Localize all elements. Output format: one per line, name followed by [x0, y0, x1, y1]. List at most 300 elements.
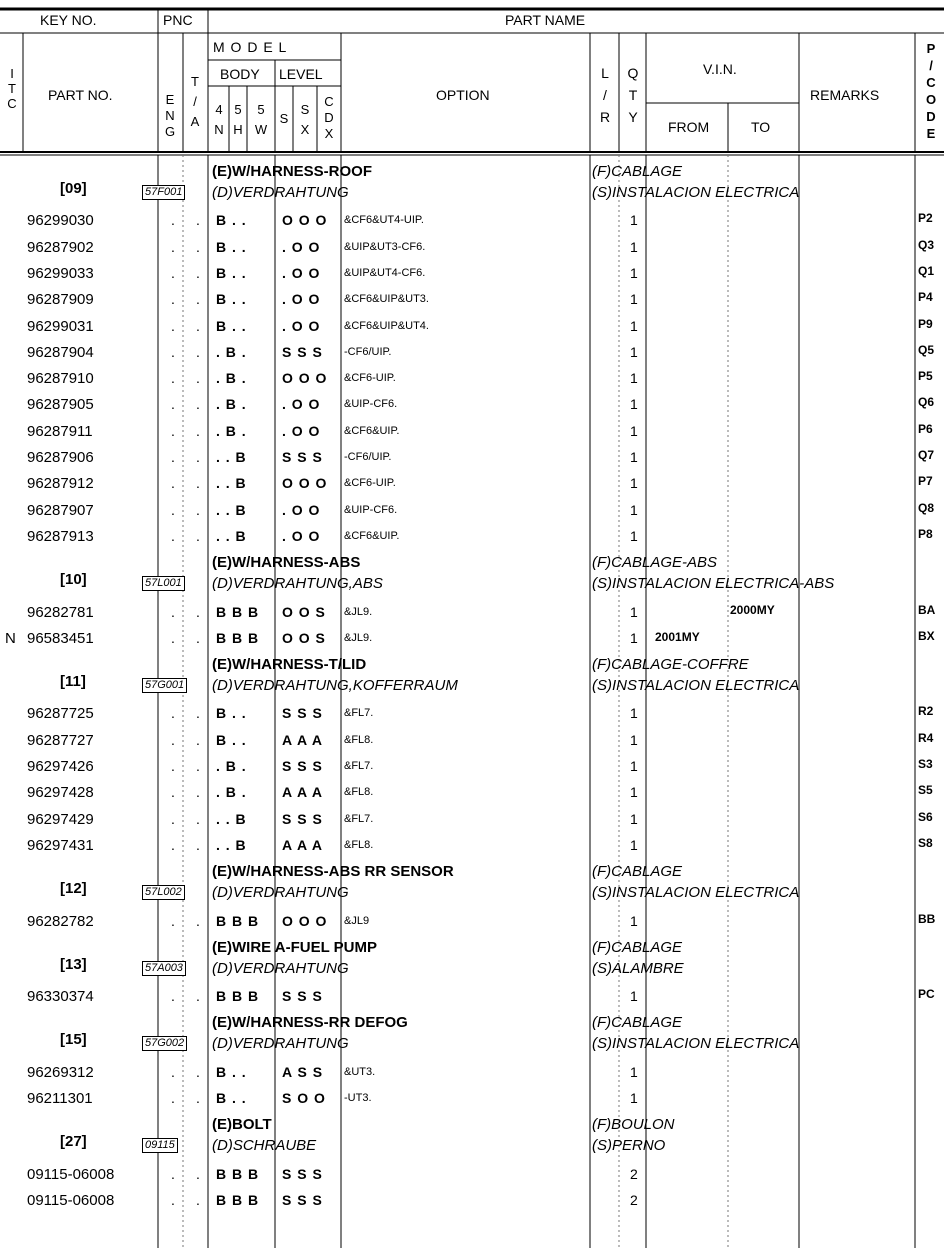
p-code: P9	[918, 316, 933, 331]
body-applicability: . B .	[216, 758, 246, 774]
ta-dot: .	[196, 1165, 206, 1182]
pnc-code: 57L001	[142, 576, 185, 591]
header-ta-char: A	[190, 114, 200, 129]
quantity: 1	[630, 422, 638, 439]
p-code: S6	[918, 809, 933, 824]
part-number: 09115-06008	[27, 1165, 115, 1183]
p-code: Q3	[918, 237, 935, 252]
eng-dot: .	[171, 988, 181, 1005]
ta-dot: .	[196, 527, 206, 544]
p-code: S3	[918, 757, 933, 771]
part-name-french: (F)BOULON	[592, 1116, 675, 1134]
eng-dot: .	[171, 422, 181, 439]
option-code: &JL9.	[344, 631, 373, 644]
eng-dot: .	[171, 264, 181, 281]
level-applicability: . O O	[282, 396, 320, 413]
key-number: [09]	[60, 180, 87, 197]
quantity: 1	[630, 449, 638, 465]
ta-dot: .	[196, 475, 206, 492]
p-code: Q1	[918, 263, 935, 278]
header-itc-char: I	[10, 66, 14, 81]
header-vin: V.I.N.	[703, 61, 737, 77]
header-level-char: S	[300, 102, 310, 117]
vin-from: 2001MY	[655, 629, 700, 644]
body-applicability: B . .	[216, 212, 246, 229]
level-applicability: . O O	[282, 291, 320, 308]
part-number: 96330374	[27, 988, 94, 1006]
level-applicability: S S S	[282, 810, 322, 827]
level-applicability: O O S	[282, 629, 325, 646]
level-applicability: S S S	[282, 988, 322, 1005]
header-qty-char: Y	[628, 109, 638, 125]
header-body-char: 5	[257, 102, 265, 117]
p-code: P8	[918, 526, 933, 541]
header-pnc: PNC	[163, 12, 193, 28]
part-name-german: (D)VERDRAHTUNG,ABS	[212, 575, 383, 593]
ta-dot: .	[196, 758, 206, 774]
level-applicability: S S S	[282, 449, 322, 465]
body-applicability: . B .	[216, 784, 246, 801]
level-applicability: . O O	[282, 238, 320, 255]
quantity: 1	[630, 527, 638, 544]
ta-dot: .	[196, 603, 206, 620]
header-ta-char: T	[191, 74, 199, 89]
header-pcode-char: O	[925, 92, 937, 107]
header-body: BODY	[220, 66, 260, 82]
p-code: Q8	[918, 500, 935, 515]
quantity: 1	[630, 264, 638, 281]
level-applicability: O O O	[282, 912, 327, 929]
part-number: 96297428	[27, 784, 94, 802]
option-code: &JL9	[344, 914, 370, 927]
option-code: -UT3.	[344, 1092, 372, 1104]
quantity: 1	[630, 629, 638, 646]
quantity: 1	[630, 836, 638, 853]
part-name-german: (D)VERDRAHTUNG,KOFFERRAUM	[212, 677, 458, 695]
header-itc-char: C	[7, 96, 17, 111]
option-code: &UIP&UT3-CF6.	[344, 240, 426, 253]
quantity: 1	[630, 475, 638, 492]
header-itc-char: T	[8, 81, 16, 96]
level-applicability: S S S	[282, 1191, 322, 1208]
p-code: P4	[918, 290, 933, 305]
p-code: BB	[918, 911, 936, 926]
ta-dot: .	[196, 1090, 206, 1106]
part-name-french: (F)CABLAGE	[592, 863, 683, 881]
header-lr-char: R	[599, 109, 611, 125]
key-number: [10]	[60, 571, 87, 589]
part-number: 96287904	[27, 343, 94, 361]
body-applicability: B . .	[216, 317, 246, 334]
body-applicability: B B B	[216, 603, 259, 620]
eng-dot: .	[171, 317, 181, 334]
ta-dot: .	[196, 501, 206, 518]
part-number: 96287912	[27, 475, 94, 493]
option-code: &FL7.	[344, 812, 374, 825]
part-number: 96297429	[27, 810, 94, 828]
part-number: 96287906	[27, 449, 94, 466]
header-level: LEVEL	[279, 66, 323, 82]
header-qty-char: T	[628, 87, 638, 103]
ta-dot: .	[196, 988, 206, 1005]
ta-dot: .	[196, 1191, 206, 1208]
option-code: &CF6&UT4-UIP.	[344, 214, 424, 227]
header-pcode	[922, 40, 940, 142]
p-code: Q6	[918, 395, 935, 410]
ta-dot: .	[196, 784, 206, 801]
eng-dot: .	[171, 238, 181, 255]
quantity: 1	[630, 1090, 638, 1106]
quantity: 1	[630, 758, 638, 774]
body-applicability: B . .	[216, 731, 246, 748]
body-applicability: . . B	[216, 501, 246, 518]
ta-dot: .	[196, 731, 206, 748]
header-level-s	[277, 111, 291, 126]
ta-dot: .	[196, 291, 206, 308]
body-applicability: . B .	[216, 370, 246, 387]
header-eng-char: G	[164, 124, 176, 139]
p-code: BX	[918, 628, 935, 643]
body-applicability: . . B	[216, 836, 246, 853]
body-applicability: . . B	[216, 810, 246, 827]
eng-dot: .	[171, 784, 181, 801]
eng-dot: .	[171, 629, 181, 646]
part-number: 96282782	[27, 912, 94, 930]
header-level-char: D	[324, 110, 334, 125]
option-code: &FL8.	[344, 838, 374, 851]
option-code: &UIP-CF6.	[344, 398, 398, 411]
header-qty	[624, 62, 642, 128]
quantity: 1	[630, 370, 638, 387]
option-code: &UIP&UT4-CF6.	[344, 266, 426, 279]
level-applicability: O O O	[282, 370, 327, 387]
part-number: 96287910	[27, 370, 94, 388]
quantity: 1	[630, 501, 638, 518]
body-applicability: . B .	[216, 422, 246, 439]
level-applicability: O O S	[282, 603, 325, 620]
part-name-spanish: (S)PERNO	[592, 1137, 666, 1155]
p-code: Q5	[918, 342, 935, 357]
body-applicability: B . .	[216, 1090, 246, 1106]
p-code: S8	[918, 835, 933, 850]
p-code: P5	[918, 369, 933, 384]
header-lr	[596, 62, 614, 128]
eng-dot: .	[171, 705, 181, 722]
key-number: [15]	[60, 1031, 87, 1049]
header-body-5h	[230, 100, 246, 140]
header-body-5w	[249, 100, 273, 140]
p-code: S5	[918, 783, 933, 798]
eng-dot: .	[171, 396, 181, 413]
level-applicability: S S S	[282, 343, 322, 360]
body-applicability: B . .	[216, 1063, 246, 1080]
header-level-char: S	[279, 111, 289, 126]
level-applicability: . O O	[282, 422, 320, 439]
header-body-char: H	[233, 122, 243, 137]
level-applicability: O O O	[282, 212, 327, 229]
part-number: 09115-06008	[27, 1191, 115, 1209]
ta-dot: .	[196, 449, 206, 465]
header-ta-char: /	[193, 94, 197, 109]
header-part-name: PART NAME	[505, 12, 586, 28]
eng-dot: .	[171, 501, 181, 518]
key-number: [27]	[60, 1133, 87, 1151]
p-code: Q7	[918, 448, 935, 462]
eng-dot: .	[171, 912, 181, 929]
header-part-no: PART NO.	[48, 87, 113, 103]
option-code: &CF6-UIP.	[344, 477, 396, 490]
eng-dot: .	[171, 212, 181, 229]
part-number: 96282781	[27, 603, 94, 621]
pnc-code: 57L002	[142, 885, 185, 900]
ta-dot: .	[196, 836, 206, 853]
eng-dot: .	[171, 810, 181, 827]
level-applicability: A A A	[282, 784, 323, 801]
header-body-char: 4	[215, 102, 223, 117]
level-applicability: . O O	[282, 527, 320, 544]
option-code: -CF6/UIP.	[344, 345, 392, 358]
key-number: [11]	[60, 673, 86, 691]
part-number: 96297431	[27, 836, 94, 854]
body-applicability: . . B	[216, 527, 246, 544]
eng-dot: .	[171, 1063, 181, 1080]
part-number: 96583451	[27, 629, 94, 647]
eng-dot: .	[171, 449, 181, 465]
option-code: &CF6&UIP.	[344, 529, 400, 542]
quantity: 1	[630, 705, 638, 722]
p-code: P7	[918, 474, 933, 489]
quantity: 1	[630, 212, 638, 229]
body-applicability: B B B	[216, 1191, 259, 1208]
ta-dot: .	[196, 705, 206, 722]
eng-dot: .	[171, 603, 181, 620]
option-code: &CF6&UIP.	[344, 424, 400, 437]
option-code: &JL9.	[344, 605, 373, 618]
header-vin-to: TO	[751, 119, 771, 135]
pnc-code: 57G002	[142, 1036, 187, 1051]
quantity: 1	[630, 810, 638, 827]
eng-dot: .	[171, 291, 181, 308]
quantity: 1	[630, 912, 638, 929]
quantity: 1	[630, 317, 638, 334]
level-applicability: A S S	[282, 1063, 323, 1080]
key-number: [12]	[60, 880, 87, 898]
part-name-english: (E)BOLT	[212, 1116, 272, 1134]
eng-dot: .	[171, 475, 181, 492]
header-remarks: REMARKS	[810, 87, 880, 103]
part-number: 96211301	[27, 1090, 93, 1107]
part-number: 96299031	[27, 317, 94, 335]
header-vin-from: FROM	[668, 119, 710, 135]
part-number: 96269312	[27, 1063, 94, 1081]
part-number: 96287909	[27, 291, 94, 309]
part-number: 96287911	[27, 422, 93, 440]
body-applicability: B . .	[216, 264, 246, 281]
body-applicability: B . .	[216, 291, 246, 308]
level-applicability: S S S	[282, 705, 322, 722]
header-level-sx	[296, 100, 314, 140]
body-applicability: . . B	[216, 475, 246, 492]
p-code: P6	[918, 421, 933, 436]
part-name-english: (E)W/HARNESS-RR DEFOG	[212, 1014, 408, 1032]
quantity: 1	[630, 396, 638, 413]
quantity: 2	[630, 1191, 638, 1208]
ta-dot: .	[196, 1063, 206, 1080]
eng-dot: .	[171, 836, 181, 853]
eng-dot: .	[171, 1191, 181, 1208]
pnc-code: 57G001	[142, 678, 187, 693]
part-number: 96299033	[27, 264, 94, 282]
quantity: 1	[630, 291, 638, 308]
body-applicability: B B B	[216, 629, 259, 646]
part-number: 96299030	[27, 212, 94, 230]
header-pcode-char: D	[926, 109, 936, 124]
part-number: 96287907	[27, 501, 94, 519]
part-name-english: (E)W/HARNESS-ROOF	[212, 163, 372, 180]
eng-dot: .	[171, 343, 181, 360]
quantity: 1	[630, 988, 638, 1005]
part-name-german: (D)VERDRAHTUNG	[212, 1035, 349, 1053]
header-lr-char: /	[603, 87, 607, 103]
eng-dot: .	[171, 1090, 181, 1106]
part-name-english: (E)W/HARNESS-ABS RR SENSOR	[212, 863, 454, 881]
header-level-char: X	[300, 122, 310, 137]
quantity: 1	[630, 784, 638, 801]
header-itc	[6, 66, 18, 111]
ta-dot: .	[196, 396, 206, 413]
p-code: R4	[918, 730, 934, 745]
ta-dot: .	[196, 238, 206, 255]
ta-dot: .	[196, 343, 206, 360]
header-model: M O D E L	[213, 39, 288, 55]
body-applicability: B B B	[216, 1165, 259, 1182]
quantity: 1	[630, 1063, 638, 1080]
part-name-german: (D)VERDRAHTUNG	[212, 184, 349, 201]
header-eng-char: E	[165, 92, 175, 107]
itc-flag: N	[5, 629, 16, 647]
header-lr-char: L	[601, 65, 609, 81]
part-number: 96287902	[27, 238, 94, 256]
option-code: &FL8.	[344, 733, 374, 746]
header-ta	[186, 72, 204, 132]
eng-dot: .	[171, 370, 181, 387]
option-code: &UT3.	[344, 1065, 376, 1078]
option-code: &CF6&UIP&UT3.	[344, 293, 429, 306]
ta-dot: .	[196, 422, 206, 439]
ta-dot: .	[196, 810, 206, 827]
part-name-french: (F)CABLAGE-ABS	[592, 554, 718, 572]
level-applicability: S O O	[282, 1090, 325, 1106]
header-level-cdx	[320, 94, 338, 142]
header-option: OPTION	[436, 87, 490, 103]
part-name-german: (D)VERDRAHTUNG	[212, 884, 349, 902]
body-applicability: B . .	[216, 705, 246, 722]
part-number: 96297426	[27, 758, 94, 775]
body-applicability: . B .	[216, 343, 246, 360]
header-body-char: 5	[234, 102, 242, 117]
option-code: &FL7.	[344, 707, 374, 720]
option-code: &CF6&UIP&UT4.	[344, 319, 429, 332]
quantity: 2	[630, 1165, 638, 1182]
key-number: [13]	[60, 955, 87, 973]
part-number: 96287725	[27, 705, 94, 723]
header-body-4n	[211, 100, 227, 140]
part-name-english: (E)WIRE A-FUEL PUMP	[212, 938, 377, 956]
part-name-english: (E)W/HARNESS-T/LID	[212, 656, 367, 674]
ta-dot: .	[196, 370, 206, 387]
level-applicability: A A A	[282, 836, 323, 853]
part-name-spanish: (S)INSTALACION ELECTRICA	[592, 677, 800, 695]
body-applicability: . B .	[216, 396, 246, 413]
level-applicability: . O O	[282, 501, 320, 518]
ta-dot: .	[196, 317, 206, 334]
option-code: &UIP-CF6.	[344, 503, 398, 516]
body-applicability: . . B	[216, 449, 246, 465]
header-qty-char: Q	[627, 65, 639, 81]
option-code: &FL8.	[344, 786, 374, 799]
part-name-spanish: (S)ALAMBRE	[592, 959, 684, 977]
header-level-char: X	[324, 126, 334, 141]
level-applicability: S S S	[282, 1165, 322, 1182]
ta-dot: .	[196, 264, 206, 281]
pnc-code: 57F001	[142, 185, 185, 200]
header-pcode-char: P	[926, 41, 936, 56]
header-pcode-char: /	[929, 58, 933, 73]
p-code: P2	[918, 211, 933, 226]
part-name-german: (D)SCHRAUBE	[212, 1137, 317, 1155]
eng-dot: .	[171, 1165, 181, 1182]
pnc-code: 57A003	[142, 961, 186, 976]
p-code: PC	[918, 987, 935, 1002]
quantity: 1	[630, 343, 638, 360]
p-code: R2	[918, 704, 934, 719]
level-applicability: S S S	[282, 758, 322, 774]
ta-dot: .	[196, 212, 206, 229]
part-name-spanish: (S)INSTALACION ELECTRICA	[592, 184, 800, 201]
body-applicability: B . .	[216, 238, 246, 255]
part-number: 96287905	[27, 396, 94, 414]
header-body-char: W	[254, 122, 268, 137]
part-name-spanish: (S)INSTALACION ELECTRICA	[592, 1035, 800, 1053]
part-name-french: (F)CABLAGE-COFFRE	[592, 656, 749, 674]
option-code: &FL7.	[344, 760, 374, 772]
part-number: 96287727	[27, 731, 94, 749]
part-name-french: (F)CABLAGE	[592, 1014, 683, 1032]
part-name-english: (E)W/HARNESS-ABS	[212, 554, 361, 572]
quantity: 1	[630, 603, 638, 620]
part-name-french: (F)CABLAGE	[592, 938, 683, 956]
eng-dot: .	[171, 527, 181, 544]
level-applicability: O O O	[282, 475, 327, 492]
eng-dot: .	[171, 758, 181, 774]
header-level-char: C	[324, 94, 334, 109]
ta-dot: .	[196, 912, 206, 929]
header-eng	[162, 92, 178, 140]
header-pcode-char: E	[926, 126, 936, 141]
header-eng-char: N	[165, 108, 175, 123]
part-number: 96287913	[27, 527, 94, 545]
vin-to: 2000MY	[730, 602, 775, 617]
header-key-no: KEY NO.	[40, 12, 97, 28]
part-name-french: (F)CABLAGE	[592, 163, 683, 180]
level-applicability: . O O	[282, 264, 320, 281]
body-applicability: B B B	[216, 912, 259, 929]
part-name-german: (D)VERDRAHTUNG	[212, 959, 349, 977]
eng-dot: .	[171, 731, 181, 748]
option-code: &CF6-UIP.	[344, 372, 396, 385]
option-code: -CF6/UIP.	[344, 451, 392, 463]
quantity: 1	[630, 238, 638, 255]
